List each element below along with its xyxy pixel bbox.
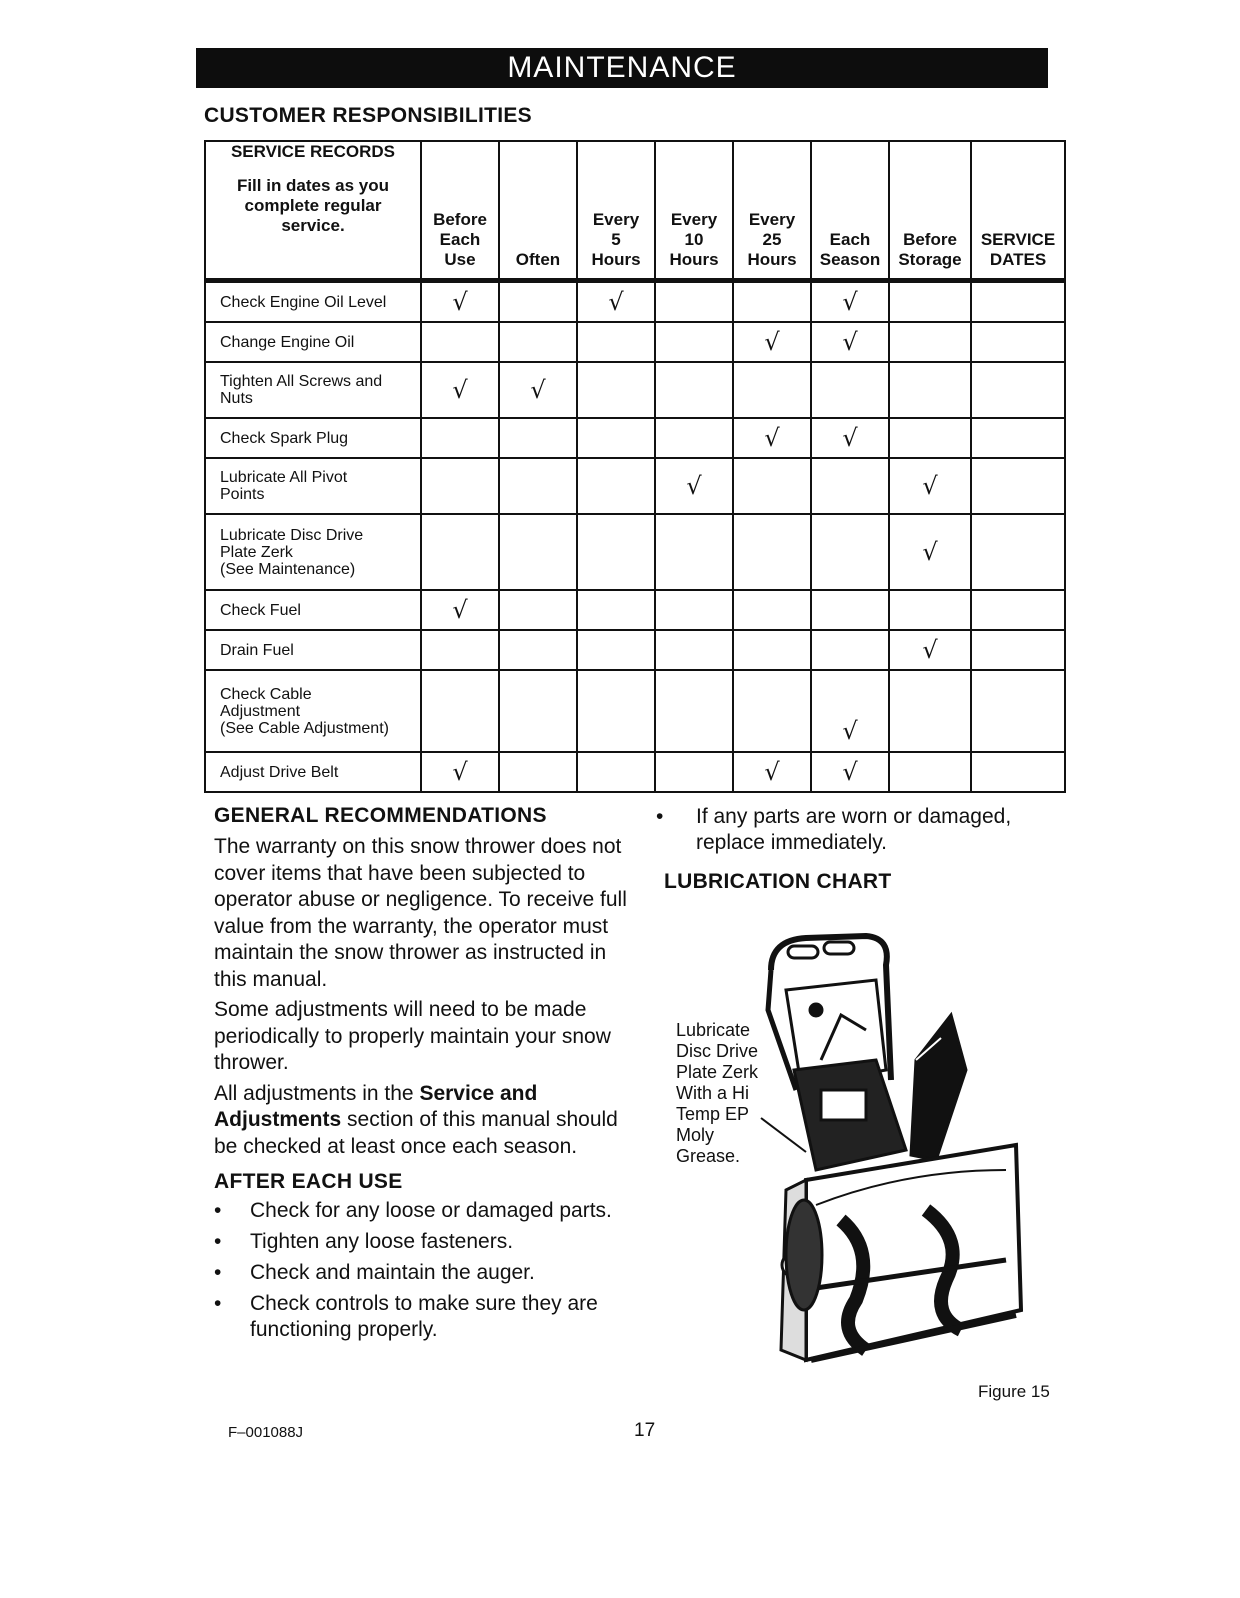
schedule-cell bbox=[499, 514, 577, 590]
service-date-cell[interactable] bbox=[971, 322, 1065, 362]
column-header bbox=[577, 141, 655, 281]
note-line: complete regular bbox=[244, 196, 382, 215]
task-line: Change Engine Oil bbox=[220, 333, 355, 351]
table-row bbox=[205, 322, 1065, 362]
schedule-cell bbox=[811, 630, 889, 670]
schedule-cell bbox=[889, 322, 971, 362]
column-header bbox=[889, 141, 971, 281]
schedule-cell bbox=[733, 670, 811, 752]
column-header bbox=[421, 141, 499, 281]
schedule-cell bbox=[577, 514, 655, 590]
schedule-cell bbox=[577, 630, 655, 670]
service-date-cell[interactable] bbox=[971, 630, 1065, 670]
list-item-text: Check controls to make sure they are functioning properly. bbox=[250, 1292, 598, 1341]
schedule-cell bbox=[655, 362, 733, 418]
task-line: Lubricate All Pivot bbox=[220, 469, 348, 486]
column-header-line: 10 bbox=[684, 230, 704, 249]
column-header bbox=[655, 141, 733, 281]
column-header-line: Each bbox=[829, 230, 871, 249]
schedule-cell bbox=[421, 590, 499, 630]
check-mark-icon: √ bbox=[452, 376, 468, 404]
warranty-paragraph: The warranty on this snow thrower does not cover items that have been subjected to operator abuse or negligence. To receive full value from the warranty, the operator must maintain the snow thrower as instructed in this manual. bbox=[214, 835, 627, 991]
left-column bbox=[214, 804, 634, 1348]
schedule-cell bbox=[499, 630, 577, 670]
column-header bbox=[971, 141, 1065, 281]
schedule-cell bbox=[655, 514, 733, 590]
task-line: Plate Zerk bbox=[220, 543, 293, 561]
schedule-cell bbox=[499, 670, 577, 752]
column-header-line: Every bbox=[670, 210, 718, 229]
schedule-cell bbox=[811, 362, 889, 418]
check-mark-icon: √ bbox=[842, 758, 858, 786]
task-cell bbox=[205, 514, 421, 590]
task-line: Adjust Drive Belt bbox=[220, 763, 339, 781]
list-item-text: Tighten any loose fasteners. bbox=[250, 1230, 514, 1253]
schedule-cell bbox=[889, 590, 971, 630]
service-records-title: SERVICE RECORDS bbox=[230, 142, 396, 161]
figure-caption: Figure 15 bbox=[978, 1382, 1050, 1401]
schedule-cell bbox=[655, 418, 733, 458]
schedule-cell bbox=[889, 670, 971, 752]
callout-line: Temp EP bbox=[676, 1104, 750, 1124]
service-date-cell[interactable] bbox=[971, 514, 1065, 590]
list-item-text: Check and maintain the auger. bbox=[250, 1261, 535, 1284]
general-recommendations-title: GENERAL RECOMMENDATIONS bbox=[214, 804, 547, 827]
schedule-cell bbox=[889, 362, 971, 418]
callout-line: Moly bbox=[676, 1125, 715, 1145]
column-header bbox=[733, 141, 811, 281]
schedule-cell bbox=[733, 630, 811, 670]
list-item bbox=[656, 804, 1056, 856]
column-header bbox=[811, 141, 889, 281]
schedule-cell bbox=[889, 514, 971, 590]
schedule-cell bbox=[577, 322, 655, 362]
check-mark-icon: √ bbox=[452, 288, 468, 316]
column-header-line: Every bbox=[748, 210, 796, 229]
schedule-cell bbox=[499, 590, 577, 630]
check-mark-icon: √ bbox=[686, 472, 702, 500]
schedule-cell bbox=[733, 418, 811, 458]
schedule-cell bbox=[577, 362, 655, 418]
column-header-line: DATES bbox=[989, 250, 1047, 269]
service-paragraph-bold: Service and Adjustments bbox=[214, 1081, 538, 1131]
service-paragraph-end: section of this manual should be checked at least once each season. bbox=[214, 1108, 618, 1158]
list-item-text: If any parts are worn or damaged, replace immediately. bbox=[696, 805, 1012, 854]
check-mark-icon: √ bbox=[922, 636, 938, 664]
bullet-icon: • bbox=[214, 1292, 222, 1315]
check-mark-icon: √ bbox=[530, 376, 546, 404]
schedule-cell bbox=[811, 281, 889, 323]
schedule-cell bbox=[889, 630, 971, 670]
task-cell bbox=[205, 362, 421, 418]
schedule-cell bbox=[421, 752, 499, 792]
service-date-cell[interactable] bbox=[971, 752, 1065, 792]
column-header-line: 25 bbox=[762, 230, 782, 249]
schedule-cell bbox=[577, 458, 655, 514]
schedule-cell bbox=[421, 418, 499, 458]
table-header-row bbox=[205, 141, 1065, 281]
list-item bbox=[214, 1198, 634, 1224]
schedule-cell bbox=[811, 752, 889, 792]
task-cell bbox=[205, 670, 421, 752]
note-line: Fill in dates as you bbox=[236, 176, 390, 195]
parts-list bbox=[656, 804, 1056, 856]
table-row bbox=[205, 630, 1065, 670]
schedule-cell bbox=[577, 670, 655, 752]
check-mark-icon: √ bbox=[842, 328, 858, 356]
column-header-line: Hours bbox=[747, 250, 797, 269]
service-date-cell[interactable] bbox=[971, 458, 1065, 514]
schedule-cell bbox=[577, 590, 655, 630]
task-line: Adjustment bbox=[220, 702, 301, 720]
callout-line: With a Hi bbox=[676, 1083, 750, 1103]
lubrication-chart-title: LUBRICATION CHART bbox=[664, 870, 892, 893]
schedule-cell bbox=[421, 322, 499, 362]
list-item bbox=[214, 1260, 634, 1286]
table-row bbox=[205, 752, 1065, 792]
check-mark-icon: √ bbox=[764, 758, 780, 786]
list-item bbox=[214, 1291, 634, 1343]
schedule-cell bbox=[655, 322, 733, 362]
schedule-cell bbox=[655, 458, 733, 514]
task-line: Check Fuel bbox=[220, 601, 301, 619]
schedule-cell bbox=[421, 281, 499, 323]
schedule-cell bbox=[577, 418, 655, 458]
schedule-cell bbox=[811, 590, 889, 630]
check-mark-icon: √ bbox=[452, 758, 468, 786]
right-column bbox=[656, 804, 1056, 861]
table-row bbox=[205, 590, 1065, 630]
schedule-cell bbox=[655, 590, 733, 630]
table-row bbox=[205, 514, 1065, 590]
schedule-cell bbox=[499, 322, 577, 362]
schedule-cell bbox=[577, 752, 655, 792]
schedule-cell bbox=[811, 418, 889, 458]
task-line: Check Cable bbox=[220, 685, 312, 703]
service-paragraph-start: All adjustments in the bbox=[214, 1081, 420, 1105]
callout-line: Disc Drive bbox=[676, 1041, 759, 1061]
list-item-text: Check for any loose or damaged parts. bbox=[250, 1199, 612, 1222]
column-header-line: Hours bbox=[591, 250, 641, 269]
check-mark-icon: √ bbox=[608, 288, 624, 316]
task-cell bbox=[205, 322, 421, 362]
list-item bbox=[214, 1229, 634, 1255]
task-line: Check Engine Oil Level bbox=[220, 293, 387, 311]
schedule-cell bbox=[421, 362, 499, 418]
schedule-cell bbox=[889, 418, 971, 458]
schedule-cell bbox=[421, 630, 499, 670]
task-cell bbox=[205, 630, 421, 670]
task-line: Nuts bbox=[220, 390, 253, 407]
service-schedule-table bbox=[204, 140, 1066, 793]
schedule-cell bbox=[499, 458, 577, 514]
service-records-note bbox=[206, 176, 420, 236]
bullet-icon: • bbox=[214, 1199, 222, 1222]
check-mark-icon: √ bbox=[764, 328, 780, 356]
callout-line: Grease. bbox=[676, 1146, 741, 1166]
task-line: Points bbox=[220, 486, 265, 503]
schedule-cell bbox=[733, 322, 811, 362]
task-cell bbox=[205, 418, 421, 458]
service-date-cell[interactable] bbox=[971, 362, 1065, 418]
schedule-cell bbox=[733, 458, 811, 514]
task-line: Tighten All Screws and bbox=[220, 373, 383, 390]
snow-thrower-illustration bbox=[676, 920, 1036, 1390]
column-header-line: Every bbox=[592, 210, 640, 229]
task-cell bbox=[205, 752, 421, 792]
schedule-cell bbox=[733, 514, 811, 590]
schedule-cell bbox=[655, 752, 733, 792]
service-paragraph bbox=[214, 1081, 634, 1161]
bullet-icon: • bbox=[214, 1230, 222, 1253]
check-mark-icon: √ bbox=[842, 717, 858, 745]
schedule-cell bbox=[733, 752, 811, 792]
bullet-icon: • bbox=[214, 1261, 222, 1284]
schedule-cell bbox=[499, 752, 577, 792]
service-date-cell[interactable] bbox=[971, 418, 1065, 458]
column-header-line: Season bbox=[819, 250, 881, 269]
schedule-cell bbox=[811, 670, 889, 752]
table-row bbox=[205, 458, 1065, 514]
table-row bbox=[205, 281, 1065, 323]
check-mark-icon: √ bbox=[452, 596, 468, 624]
schedule-cell bbox=[655, 670, 733, 752]
column-header-line: Before bbox=[433, 210, 487, 229]
note-line: service. bbox=[281, 216, 345, 235]
schedule-cell bbox=[655, 281, 733, 323]
column-header-line: Often bbox=[515, 250, 561, 269]
section-title: CUSTOMER RESPONSIBILITIES bbox=[204, 104, 532, 127]
table-row bbox=[205, 418, 1065, 458]
column-header bbox=[499, 141, 577, 281]
schedule-cell bbox=[499, 281, 577, 323]
schedule-cell bbox=[499, 418, 577, 458]
schedule-cell bbox=[889, 752, 971, 792]
task-line: (See Maintenance) bbox=[220, 560, 356, 578]
bullet-icon: • bbox=[656, 805, 664, 828]
task-line: (See Cable Adjustment) bbox=[220, 719, 389, 737]
check-mark-icon: √ bbox=[922, 538, 938, 566]
column-header-line: SERVICE bbox=[980, 230, 1056, 249]
service-date-cell[interactable] bbox=[971, 670, 1065, 752]
after-each-use-title: AFTER EACH USE bbox=[214, 1170, 403, 1193]
maintenance-banner: MAINTENANCE bbox=[196, 48, 1048, 88]
task-line: Check Spark Plug bbox=[220, 429, 349, 447]
column-header-line: Use bbox=[444, 250, 476, 269]
check-mark-icon: √ bbox=[842, 288, 858, 316]
schedule-cell bbox=[733, 281, 811, 323]
check-mark-icon: √ bbox=[922, 472, 938, 500]
task-cell bbox=[205, 590, 421, 630]
schedule-cell bbox=[421, 670, 499, 752]
schedule-cell bbox=[889, 458, 971, 514]
schedule-cell bbox=[421, 514, 499, 590]
adjustments-paragraph: Some adjustments will need to be made periodically to properly maintain your snow thrower. bbox=[214, 998, 611, 1074]
document-code: F–001088J bbox=[228, 1424, 304, 1441]
callout-line: Plate Zerk bbox=[676, 1062, 759, 1082]
service-date-cell[interactable] bbox=[971, 590, 1065, 630]
schedule-cell bbox=[421, 458, 499, 514]
schedule-cell bbox=[655, 630, 733, 670]
schedule-cell bbox=[499, 362, 577, 418]
check-mark-icon: √ bbox=[764, 424, 780, 452]
snow-thrower-figure bbox=[676, 920, 1036, 1390]
service-date-cell[interactable] bbox=[971, 281, 1065, 323]
schedule-cell bbox=[811, 322, 889, 362]
task-cell bbox=[205, 281, 421, 323]
column-header-line: Before bbox=[903, 230, 957, 249]
schedule-cell bbox=[889, 281, 971, 323]
schedule-cell bbox=[811, 514, 889, 590]
column-header-line: Hours bbox=[669, 250, 719, 269]
schedule-cell bbox=[577, 281, 655, 323]
table-row bbox=[205, 362, 1065, 418]
page-number: 17 bbox=[634, 1420, 656, 1441]
task-cell bbox=[205, 458, 421, 514]
task-line: Drain Fuel bbox=[220, 641, 294, 659]
after-each-use-list bbox=[214, 1198, 634, 1343]
callout-line: Lubricate bbox=[676, 1020, 751, 1040]
schedule-cell bbox=[811, 458, 889, 514]
column-header-line: 5 bbox=[611, 230, 621, 249]
column-header-line: Each bbox=[439, 230, 481, 249]
schedule-cell bbox=[733, 590, 811, 630]
task-line: Lubricate Disc Drive bbox=[220, 526, 364, 544]
table-row bbox=[205, 670, 1065, 752]
service-records-header bbox=[205, 141, 421, 281]
schedule-cell bbox=[733, 362, 811, 418]
check-mark-icon: √ bbox=[842, 424, 858, 452]
column-header-line: Storage bbox=[898, 250, 962, 269]
table-body bbox=[205, 281, 1065, 793]
